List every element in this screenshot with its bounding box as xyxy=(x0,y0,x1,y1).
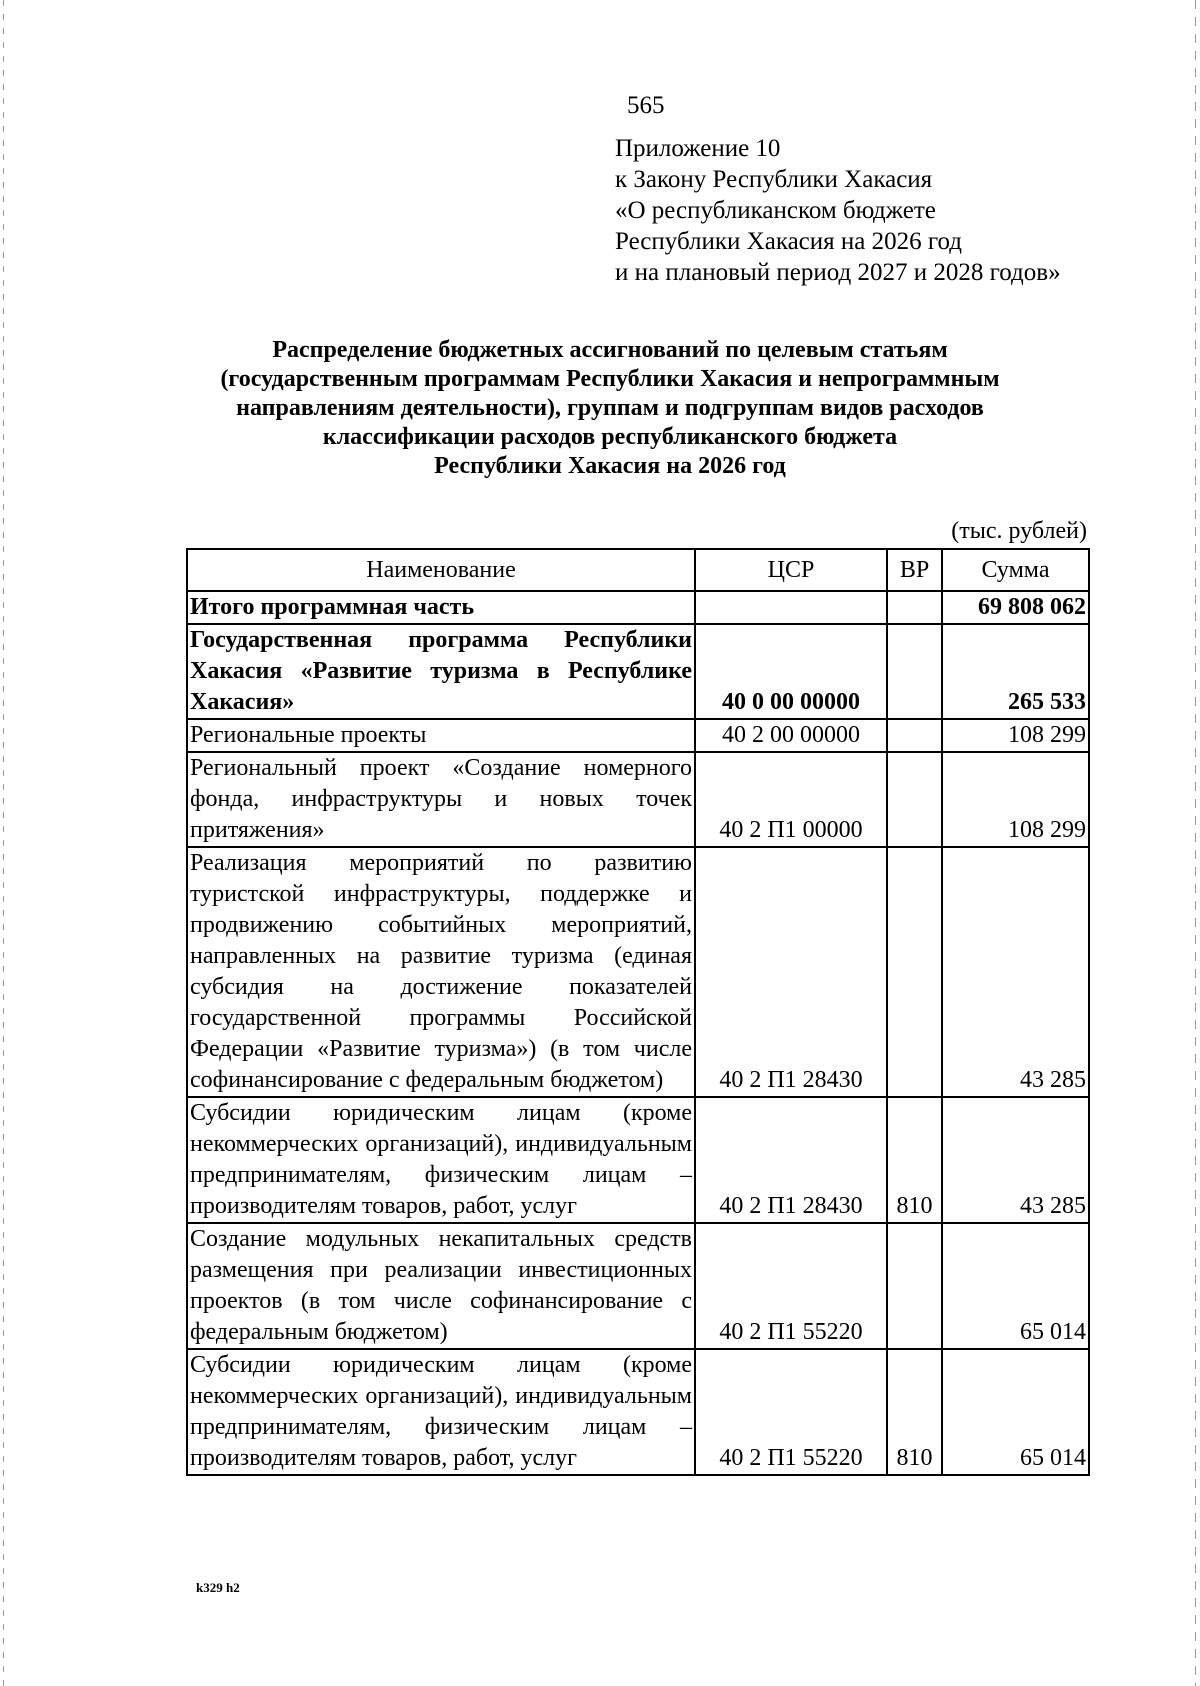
appendix-line: к Закону Республики Хакасия xyxy=(615,166,933,193)
appendix-block xyxy=(615,133,1061,288)
cell-name: Итого программная часть xyxy=(187,591,695,624)
cell-csr: 40 2 00 00000 xyxy=(695,719,887,752)
cell-sum: 43 285 xyxy=(942,1097,1089,1223)
header-name: Наименование xyxy=(187,549,695,591)
cell-csr: 40 0 00 00000 xyxy=(695,624,887,719)
table-row xyxy=(187,1349,1089,1475)
budget-table xyxy=(186,548,1090,1476)
table-row xyxy=(187,624,1089,719)
table-row xyxy=(187,591,1089,624)
document-title xyxy=(160,336,1060,481)
cell-csr: 40 2 П1 55220 xyxy=(695,1223,887,1349)
title-line: Республики Хакасия на 2026 год xyxy=(434,453,786,479)
table-row xyxy=(187,1097,1089,1223)
header-sum: Сумма xyxy=(942,549,1089,591)
cell-name: Государственная программа Республики Хакасия «Развитие туризма в Республике Хакасия» xyxy=(187,624,695,719)
cell-csr xyxy=(695,591,887,624)
title-line: классификации расходов республиканского бюджета xyxy=(322,424,898,450)
cell-sum: 69 808 062 xyxy=(942,591,1089,624)
cell-vr: 810 xyxy=(887,1097,942,1223)
title-line: (государственным программам Республики Хакасия и непрограммным xyxy=(220,366,1000,392)
cell-csr: 40 2 П1 28430 xyxy=(695,847,887,1097)
header-csr: ЦСР xyxy=(695,549,887,591)
appendix-line: и на плановый период 2027 и 2028 годов» xyxy=(615,259,1061,286)
table-header-row xyxy=(187,549,1089,591)
cell-vr xyxy=(887,624,942,719)
cell-csr: 40 2 П1 28430 xyxy=(695,1097,887,1223)
header-vr: ВР xyxy=(887,549,942,591)
table-row xyxy=(187,752,1089,847)
cell-vr xyxy=(887,1223,942,1349)
cell-name: Субсидии юридическим лицам (кроме некоммерческих организаций), индивидуальным предпринимателям, физическим лицам – производителям товаров, работ, услуг xyxy=(187,1097,695,1223)
cell-sum: 108 299 xyxy=(942,752,1089,847)
table-row xyxy=(187,719,1089,752)
appendix-line: Приложение 10 xyxy=(615,135,781,162)
title-line: Распределение бюджетных ассигнований по целевым статьям xyxy=(272,337,948,363)
cell-name: Субсидии юридическим лицам (кроме некоммерческих организаций), индивидуальным предпринимателям, физическим лицам – производителям товаров, работ, услуг xyxy=(187,1349,695,1475)
table-row xyxy=(187,1223,1089,1349)
cell-vr xyxy=(887,847,942,1097)
cell-vr xyxy=(887,591,942,624)
cell-sum: 43 285 xyxy=(942,847,1089,1097)
cell-csr: 40 2 П1 55220 xyxy=(695,1349,887,1475)
title-line: направлениям деятельности), группам и подгруппам видов расходов xyxy=(236,395,984,421)
cell-vr: 810 xyxy=(887,1349,942,1475)
cell-name: Региональный проект «Создание номерного фонда, инфраструктуры и новых точек притяжения» xyxy=(187,752,695,847)
cell-name: Создание модульных некапитальных средств размещения при реализации инвестиционных проектов (в том числе софинансирование с федеральным бюджетом) xyxy=(187,1223,695,1349)
scan-edge-left xyxy=(3,0,4,1686)
table-row xyxy=(187,847,1089,1097)
appendix-line: Республики Хакасия на 2026 год xyxy=(615,228,963,255)
cell-sum: 108 299 xyxy=(942,719,1089,752)
cell-name: Реализация мероприятий по развитию туристской инфраструктуры, поддержке и продвижению событийных мероприятий, направленных на развитие туризма (единая субсидия на достижение показателей государственной программы Российской Федерации «Развитие туризма») (в том числе софинансирование с федеральным бюджетом) xyxy=(187,847,695,1097)
cell-vr xyxy=(887,752,942,847)
cell-csr: 40 2 П1 00000 xyxy=(695,752,887,847)
scan-edge-right xyxy=(1195,0,1196,1686)
appendix-line: «О республиканском бюджете xyxy=(615,197,936,224)
cell-sum: 65 014 xyxy=(942,1349,1089,1475)
page-number: 565 xyxy=(627,92,665,119)
cell-vr xyxy=(887,719,942,752)
cell-sum: 265 533 xyxy=(942,624,1089,719)
units-note: (тыс. рублей) xyxy=(951,518,1087,544)
cell-sum: 65 014 xyxy=(942,1223,1089,1349)
cell-name: Региональные проекты xyxy=(187,719,695,752)
table-body xyxy=(187,591,1089,1475)
footer-code: k329 h2 xyxy=(196,1580,240,1595)
